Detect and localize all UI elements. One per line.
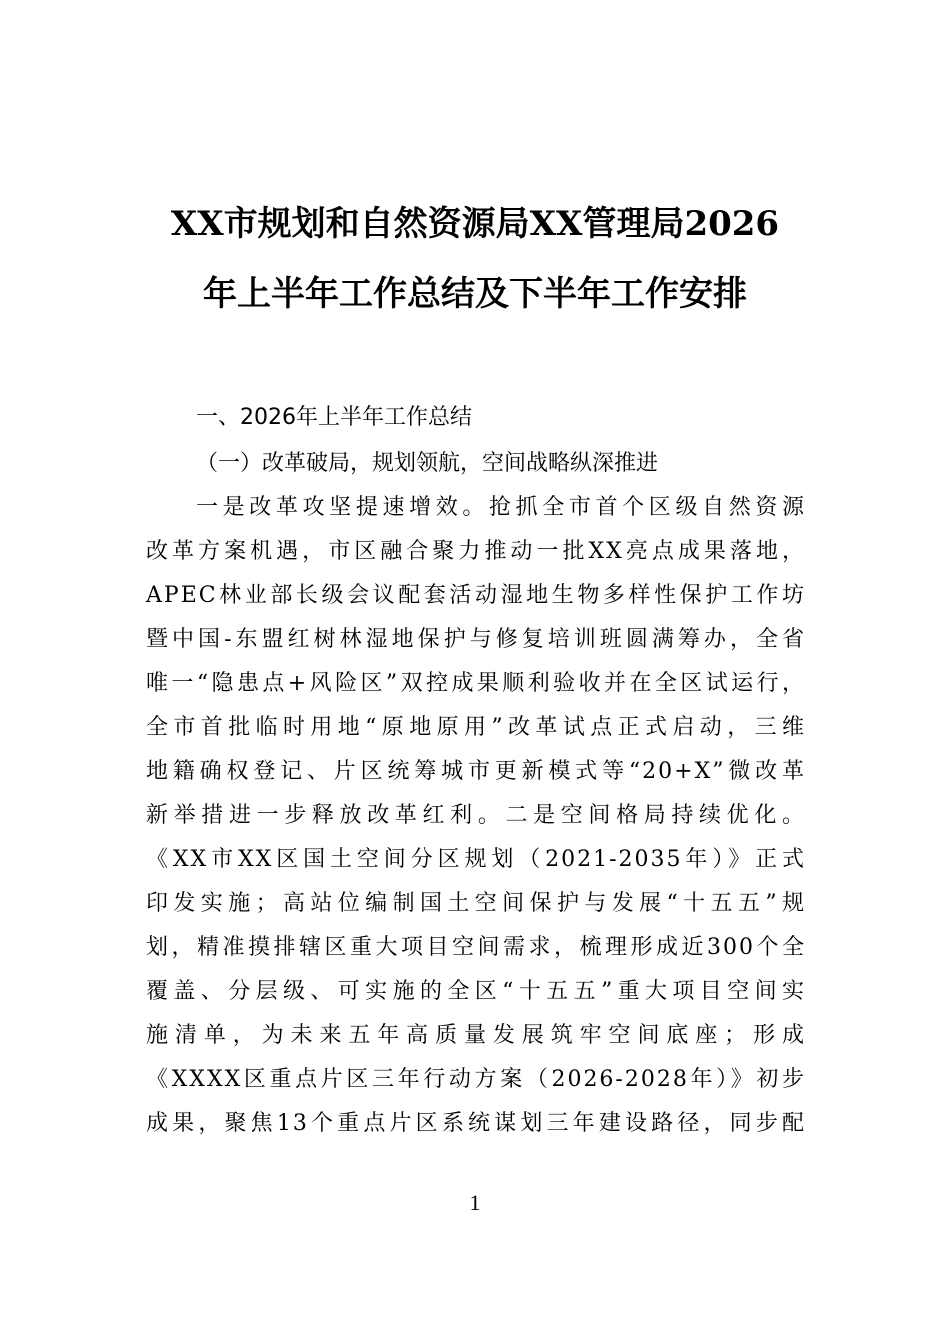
document-title-line-2: 年上半年工作总结及下半年工作安排 [203, 274, 747, 314]
body-line: 一是改革攻坚提速增效。抢抓全市首个区级自然资源 [196, 495, 806, 520]
body-line: 成果，聚焦13个重点片区系统谋划三年建设路径，同步配 [146, 1111, 806, 1136]
body-line: 全市首批临时用地“原地原用”改革试点正式启动，三维 [146, 715, 806, 740]
section-heading: 一、2026年上半年工作总结 [196, 405, 472, 430]
body-line: 地籍确权登记、片区统筹城市更新模式等“20+X”微改革 [146, 759, 806, 784]
body-line: 新举措进一步释放改革红利。二是空间格局持续优化。 [146, 803, 806, 828]
page-number: 1 [469, 1190, 481, 1215]
body-line: APEC林业部长级会议配套活动湿地生物多样性保护工作坊 [146, 583, 806, 608]
body-line: 改革方案机遇，市区融合聚力推动一批XX亮点成果落地， [146, 539, 806, 564]
body-line: 覆盖、分层级、可实施的全区“十五五”重大项目空间实 [146, 979, 806, 1004]
body-line: 施清单，为未来五年高质量发展筑牢空间底座；形成 [146, 1023, 806, 1048]
body-line: 暨中国-东盟红树林湿地保护与修复培训班圆满筹办，全省 [146, 627, 806, 652]
subsection-heading: （一）改革破局，规划领航，空间战略纵深推进 [196, 451, 659, 476]
body-line: 划，精准摸排辖区重大项目空间需求，梳理形成近300个全 [146, 935, 806, 960]
document-title-line-1: XX市规划和自然资源局XX管理局2026 [170, 204, 780, 244]
body-line: 《XXXX区重点片区三年行动方案（2026-2028年）》初步 [146, 1067, 806, 1092]
body-line: 《XX市XX区国土空间分区规划（2021-2035年）》正式 [146, 847, 806, 872]
body-line: 印发实施；高站位编制国土空间保护与发展“十五五”规 [146, 891, 806, 916]
body-line: 唯一“隐患点+风险区”双控成果顺利验收并在全区试运行， [146, 671, 806, 696]
